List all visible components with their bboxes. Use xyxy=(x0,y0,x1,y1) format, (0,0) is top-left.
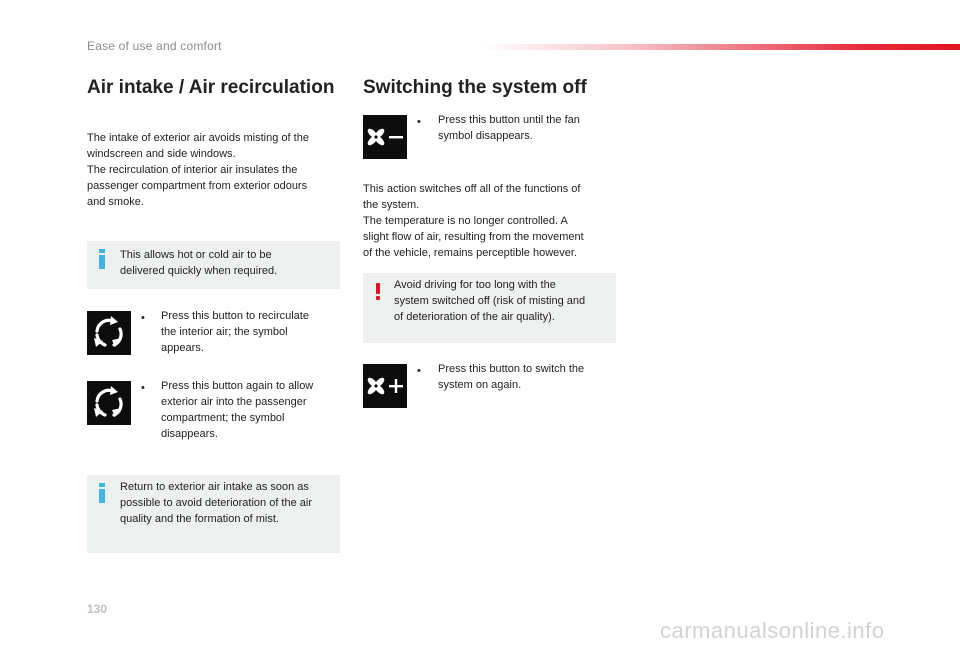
step-recirculate: Press this button to recirculate the interior air; the symbol appears. xyxy=(161,310,309,354)
bullet-marker: • xyxy=(417,116,421,128)
header-accent-bar xyxy=(480,44,960,50)
recirculation-button-icon-2[interactable] xyxy=(87,381,131,425)
recirculation-icon xyxy=(87,311,131,355)
fan-minus-button-icon[interactable] xyxy=(363,115,407,159)
fan-plus-icon xyxy=(363,364,407,408)
watermark: carmanualsonline.info xyxy=(660,618,885,643)
heading-switching-off: Switching the system off xyxy=(363,77,587,98)
fan-plus-button-icon[interactable] xyxy=(363,364,407,408)
info-box-quick-air xyxy=(87,241,340,289)
step-fan-on: Press this button to switch the system on again. xyxy=(438,363,585,391)
bullet-marker: • xyxy=(141,312,145,324)
info-text-quick-air: This allows hot or cold air to be delivered quickly when required. xyxy=(120,249,278,277)
info-icon xyxy=(99,483,107,503)
fan-minus-icon xyxy=(363,115,407,159)
bullet-marker: • xyxy=(417,365,421,377)
bullet-marker: • xyxy=(141,382,145,394)
heading-air-intake: Air intake / Air recirculation xyxy=(87,77,335,98)
warning-text: Avoid driving for too long with the system switched off (risk of misting and of deterioration of the air quality). xyxy=(394,279,586,323)
warning-box xyxy=(363,273,616,343)
step-fan-off: Press this button until the fan symbol disappears. xyxy=(438,114,580,142)
intro-paragraph: The intake of exterior air avoids misting of the windscreen and side windows. The recirculation of interior air insulates the passenger compartment from exterior odours and smoke. xyxy=(87,132,309,208)
switch-off-paragraph: This action switches off all of the functions of the system. The temperature is no longer controlled. A slight flow of air, resulting from the movement of the vehicle, remains perceptible however. xyxy=(363,183,584,259)
page-number: 130 xyxy=(87,602,108,616)
recirculation-button-icon[interactable] xyxy=(87,311,131,355)
step-exterior-air: Press this button again to allow exterior air into the passenger compartment; the symbol disappears. xyxy=(161,380,314,440)
recirculation-icon xyxy=(87,381,131,425)
warning-icon xyxy=(375,283,381,300)
info-text-return-exterior: Return to exterior air intake as soon as possible to avoid deterioration of the air quality and the formation of mist. xyxy=(120,481,313,525)
info-box-return-exterior xyxy=(87,475,340,553)
info-icon xyxy=(99,249,107,269)
section-title: Ease of use and comfort xyxy=(87,39,222,53)
